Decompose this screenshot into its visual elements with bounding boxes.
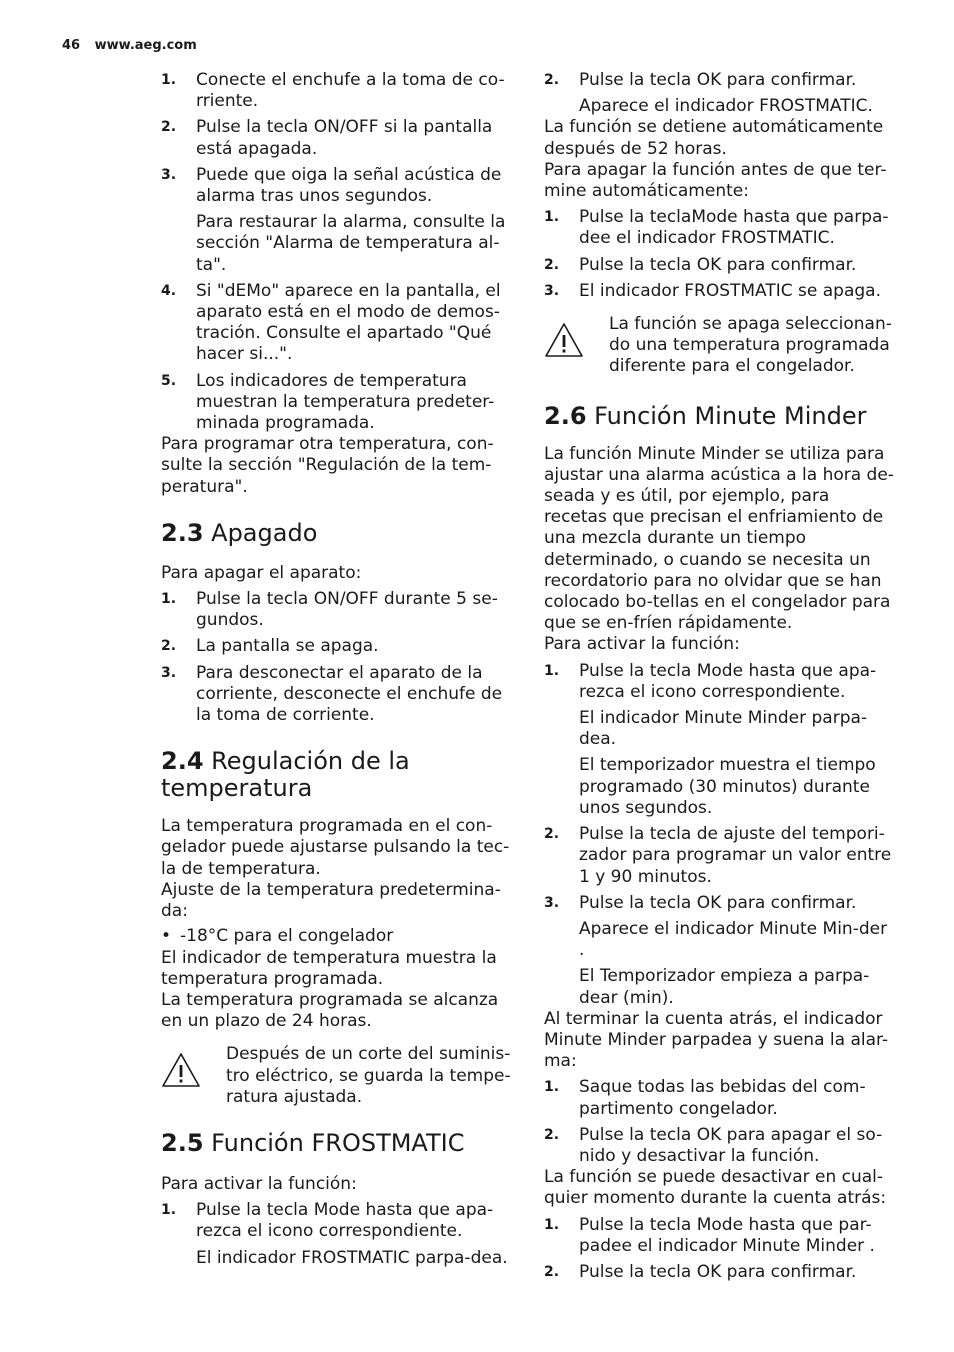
list-item: 5. Los indicadores de temperatura muestran la temperatura predeter-minada programada. [161, 370, 495, 434]
paragraph: El indicador de temperatura muestra la temperatura programada. [161, 947, 497, 989]
warning-note [161, 1044, 513, 1108]
step-note: Aparece el indicador FROSTMATIC. [579, 96, 873, 117]
paragraph: La función Minute Minder se utiliza para ajustar una alarma acústica a la hora de-seada y es útil, por ejemplo, para recetas que precisan el enfriamiento de una mezcla durante un tiempo determinado, o cuando se necesita un recordatorio para no olvidar que se han colocado bo-tellas en el congelador para que se en-fríen rápidamente. [544, 443, 894, 634]
left-column [161, 70, 513, 1274]
paragraph: Al terminar la cuenta atrás, el indicador Minute Minder parpadea y suena la alar-ma: [544, 1008, 889, 1072]
list-item: 3. Puede que oiga la señal acústica de alarma tras unos segundos. [161, 164, 502, 207]
paragraph: La temperatura programada en el con-gelador puede ajustarse pulsando la tec-la de temperatura. [161, 816, 510, 879]
step-note: El indicador Minute Minder parpa-dea. [579, 708, 868, 750]
step-note: Aparece el indicador Minute Min-der . [579, 918, 888, 961]
warning-icon [161, 1052, 201, 1088]
list-item: 1. Conecte el enchufe a la toma de co-rriente. [161, 70, 505, 112]
section-heading-apagado: 2.3 Apagado [161, 518, 318, 547]
step-note: El temporizador muestra el tiempo programado (30 minutos) durante unos segundos. [579, 755, 876, 818]
list-item: 3. Pulse la tecla OK para confirmar. [544, 892, 857, 913]
warning-text: Después de un corte del suminis-tro eléctrico, se guarda la tempe-ratura ajustada. [226, 1044, 511, 1107]
paragraph: Para activar la función: [544, 634, 740, 655]
warning-icon [544, 322, 584, 358]
paragraph: Ajuste de la temperatura predetermina-da: [161, 879, 501, 922]
right-column [544, 70, 896, 1288]
step-note: Para restaurar la alarma, consulte la sección "Alarma de temperatura al-ta". [196, 212, 506, 275]
list-item: 2. Pulse la tecla ON/OFF si la pantalla está apagada. [161, 117, 493, 159]
section-heading-regulacion: 2.4 Regulación de la temperatura [161, 747, 410, 803]
warning-note [544, 314, 896, 378]
list-item: 4. Si "dEMo" aparece en la pantalla, el aparato está en el modo de demos-tración. Consulte el apartado "Qué hacer si...". [161, 280, 501, 365]
paragraph: La función se puede desactivar en cual-quier momento durante la cuenta atrás: [544, 1167, 887, 1209]
website-link[interactable]: www.aeg.com [94, 38, 197, 53]
paragraph: La función se detiene automáticamente después de 52 horas. [544, 117, 884, 159]
list-item: 2. Pulse la tecla OK para apagar el so-nido y desactivar la función. [544, 1124, 883, 1166]
list-item: 2. Pulse la tecla OK para confirmar. [544, 1261, 857, 1282]
paragraph: Para programar otra temperatura, con-sulte la sección "Regulación de la tem-peratura". [161, 434, 494, 497]
page-number: 46 [62, 38, 81, 53]
list-item: 1. Pulse la tecla ON/OFF durante 5 se-gundos. [161, 589, 498, 631]
bullet-item: • -18°C para el congelador [161, 926, 394, 947]
list-item: 2. Pulse la tecla de ajuste del tempori-zador para programar un valor entre 1 y 90 minutos. [544, 824, 892, 887]
list-item: 1. Pulse la teclaMode hasta que parpa-dee el indicador FROSTMATIC. [544, 207, 889, 249]
list-item: 1. Pulse la tecla Mode hasta que par-padee el indicador Minute Minder . [544, 1214, 875, 1256]
step-note: El indicador FROSTMATIC parpa-dea. [196, 1247, 508, 1268]
list-item: 2. Pulse la tecla OK para confirmar. [544, 70, 857, 90]
list-item: 3. El indicador FROSTMATIC se apaga. [544, 280, 881, 301]
section-heading-minute-minder: 2.6 Función Minute Minder [544, 401, 867, 430]
page-header [62, 38, 197, 54]
paragraph: Para activar la función: [161, 1173, 357, 1194]
paragraph: La temperatura programada se alcanza en un plazo de 24 horas. [161, 989, 499, 1032]
warning-text: La función se apaga seleccionan-do una temperatura programada diferente para el congelador. [609, 314, 892, 377]
list-item: 1. Pulse la tecla Mode hasta que apa-rezca el icono correspondiente. [544, 660, 877, 702]
list-item: 2. Pulse la tecla OK para confirmar. [544, 254, 857, 275]
list-item: 3. Para desconectar el aparato de la corriente, desconecte el enchufe de la toma de corriente. [161, 662, 503, 726]
list-item: 1. Saque todas las bebidas del com-partimento congelador. [544, 1077, 866, 1119]
paragraph: Para apagar el aparato: [161, 562, 362, 583]
list-item: 1. Pulse la tecla Mode hasta que apa-rezca el icono correspondiente. [161, 1200, 494, 1242]
section-heading-frostmatic: 2.5 Función FROSTMATIC [161, 1128, 465, 1157]
step-note: El Temporizador empieza a parpa-dear (min). [579, 966, 870, 1008]
paragraph: Para apagar la función antes de que ter-mine automáticamente: [544, 159, 887, 202]
list-item: 2. La pantalla se apaga. [161, 636, 379, 657]
